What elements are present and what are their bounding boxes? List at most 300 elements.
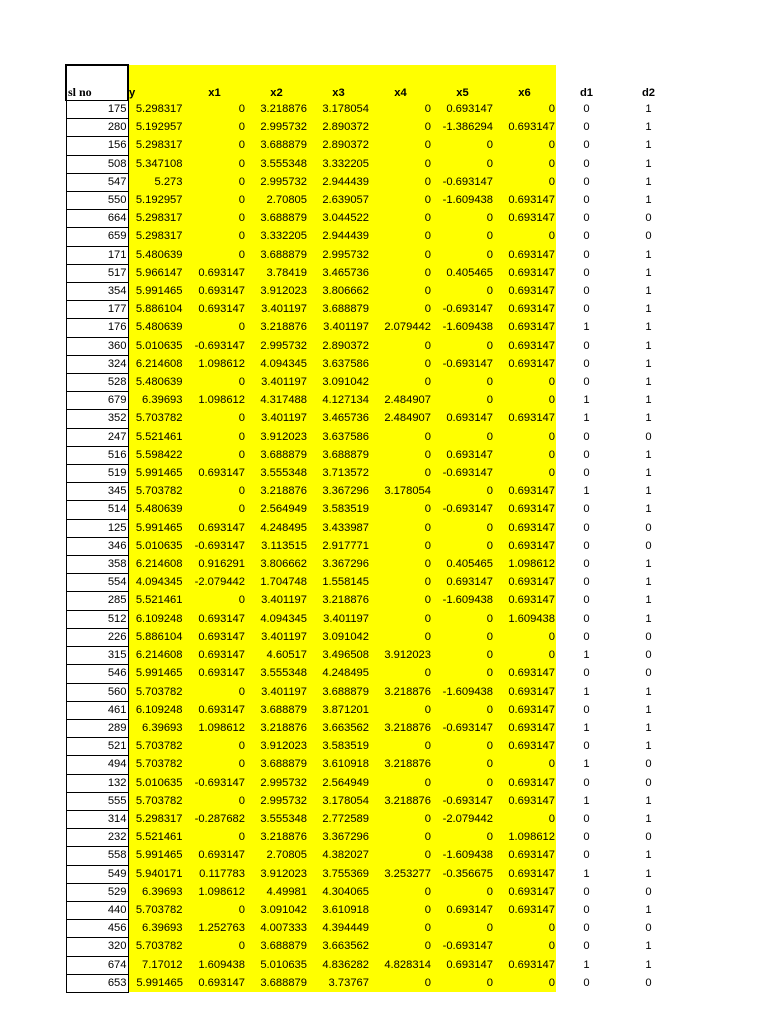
cell-x4[interactable]: 0	[370, 337, 432, 355]
cell-x1[interactable]: 0.916291	[184, 556, 246, 574]
cell-x6[interactable]: 0.693147	[494, 301, 556, 319]
cell-y[interactable]: 5.966147	[128, 264, 184, 282]
cell-x3[interactable]: 3.332205	[308, 155, 370, 173]
cell-y[interactable]: 6.214608	[128, 355, 184, 373]
cell-d1[interactable]: 0	[583, 376, 590, 389]
cell-x2[interactable]: 3.218876	[246, 101, 308, 119]
cell-d1[interactable]: 0	[583, 339, 590, 352]
cell-x6[interactable]: 0.693147	[494, 319, 556, 337]
cell-slno[interactable]: 659	[66, 228, 128, 246]
cell-x3[interactable]: 2.917771	[308, 537, 370, 555]
cell-d2[interactable]: 0	[645, 885, 652, 898]
cell-x5[interactable]: -0.356675	[432, 865, 494, 883]
cell-x1[interactable]: 0	[184, 410, 246, 428]
cell-x3[interactable]: 3.663562	[308, 719, 370, 737]
cell-x1[interactable]: 0.693147	[184, 264, 246, 282]
cell-d1[interactable]: 0	[583, 940, 590, 953]
cell-x1[interactable]: 1.098612	[184, 392, 246, 410]
cell-x6[interactable]: 0	[494, 173, 556, 191]
cell-slno[interactable]: 558	[66, 847, 128, 865]
cell-x4[interactable]: 0	[370, 810, 432, 828]
cell-d1[interactable]: 0	[583, 612, 590, 625]
cell-x5[interactable]: 0	[432, 829, 494, 847]
cell-d1[interactable]: 0	[583, 503, 590, 516]
cell-x1[interactable]: 0.693147	[184, 283, 246, 301]
cell-y[interactable]: 5.521461	[128, 829, 184, 847]
cell-d1[interactable]: 0	[583, 922, 590, 935]
cell-x1[interactable]: 0	[184, 319, 246, 337]
cell-x5[interactable]: 0	[432, 519, 494, 537]
cell-slno[interactable]: 352	[66, 410, 128, 428]
cell-x3[interactable]: 3.871201	[308, 701, 370, 719]
cell-x2[interactable]: 2.995732	[246, 173, 308, 191]
cell-slno[interactable]: 664	[66, 210, 128, 228]
cell-slno[interactable]: 508	[66, 155, 128, 173]
cell-slno[interactable]: 546	[66, 665, 128, 683]
cell-x2[interactable]: 3.688879	[246, 701, 308, 719]
cell-x6[interactable]: 0.693147	[494, 519, 556, 537]
cell-y[interactable]: 5.347108	[128, 155, 184, 173]
cell-d2[interactable]: 1	[645, 867, 652, 880]
cell-x4[interactable]: 0	[370, 501, 432, 519]
cell-d1[interactable]: 1	[583, 958, 590, 971]
cell-d2[interactable]: 1	[645, 194, 652, 207]
header-x4[interactable]: x4	[370, 65, 432, 101]
cell-d1[interactable]: 0	[583, 558, 590, 571]
cell-x2[interactable]: 4.317488	[246, 392, 308, 410]
cell-y[interactable]: 4.094345	[128, 574, 184, 592]
cell-x5[interactable]: 0	[432, 246, 494, 264]
cell-x2[interactable]: 3.806662	[246, 556, 308, 574]
cell-d1[interactable]: 0	[583, 266, 590, 279]
cell-d2[interactable]: 0	[645, 976, 652, 989]
cell-d1[interactable]: 0	[583, 594, 590, 607]
cell-x5[interactable]: -1.609438	[432, 592, 494, 610]
cell-x2[interactable]: 3.332205	[246, 228, 308, 246]
cell-x6[interactable]: 0.693147	[494, 683, 556, 701]
cell-d2[interactable]: 0	[645, 667, 652, 680]
cell-d1[interactable]: 0	[583, 831, 590, 844]
cell-slno[interactable]: 679	[66, 392, 128, 410]
cell-d2[interactable]: 1	[645, 485, 652, 498]
cell-x5[interactable]: 0	[432, 283, 494, 301]
cell-y[interactable]: 5.991465	[128, 283, 184, 301]
cell-slno[interactable]: 554	[66, 574, 128, 592]
cell-d1[interactable]: 0	[583, 303, 590, 316]
cell-y[interactable]: 5.940171	[128, 865, 184, 883]
cell-x4[interactable]: 3.912023	[370, 647, 432, 665]
cell-y[interactable]: 5.703782	[128, 792, 184, 810]
cell-x6[interactable]: 0	[494, 938, 556, 956]
cell-x4[interactable]: 0	[370, 537, 432, 555]
cell-x1[interactable]: 1.098612	[184, 883, 246, 901]
cell-x1[interactable]: 0	[184, 683, 246, 701]
cell-slno[interactable]: 232	[66, 829, 128, 847]
cell-x1[interactable]: 0	[184, 155, 246, 173]
cell-d1[interactable]: 1	[583, 685, 590, 698]
cell-x4[interactable]: 0	[370, 974, 432, 992]
cell-x3[interactable]: 3.583519	[308, 738, 370, 756]
cell-x4[interactable]: 0	[370, 228, 432, 246]
cell-x4[interactable]: 0	[370, 173, 432, 191]
cell-x4[interactable]: 0	[370, 574, 432, 592]
cell-y[interactable]: 5.991465	[128, 974, 184, 992]
cell-x1[interactable]: 0	[184, 119, 246, 137]
cell-x3[interactable]: 2.890372	[308, 337, 370, 355]
cell-d2[interactable]: 1	[645, 121, 652, 134]
cell-x3[interactable]: 3.583519	[308, 501, 370, 519]
cell-slno[interactable]: 289	[66, 719, 128, 737]
cell-x1[interactable]: 0	[184, 228, 246, 246]
cell-d1[interactable]: 0	[583, 285, 590, 298]
cell-slno[interactable]: 547	[66, 173, 128, 191]
cell-y[interactable]: 5.703782	[128, 483, 184, 501]
cell-x2[interactable]: 1.704748	[246, 574, 308, 592]
cell-y[interactable]: 5.991465	[128, 847, 184, 865]
cell-x5[interactable]: 0	[432, 920, 494, 938]
cell-d2[interactable]: 1	[645, 612, 652, 625]
cell-x1[interactable]: 0.117783	[184, 865, 246, 883]
cell-x6[interactable]: 0.693147	[494, 537, 556, 555]
cell-x2[interactable]: 3.401197	[246, 628, 308, 646]
cell-x1[interactable]: -0.693147	[184, 537, 246, 555]
cell-slno[interactable]: 345	[66, 483, 128, 501]
cell-d2[interactable]: 1	[645, 303, 652, 316]
cell-x2[interactable]: 3.688879	[246, 246, 308, 264]
cell-x6[interactable]: 0.693147	[494, 956, 556, 974]
cell-y[interactable]: 5.480639	[128, 319, 184, 337]
cell-d1[interactable]: 0	[583, 157, 590, 170]
cell-slno[interactable]: 324	[66, 355, 128, 373]
cell-x1[interactable]: 0.693147	[184, 665, 246, 683]
cell-x3[interactable]: 4.127134	[308, 392, 370, 410]
cell-x6[interactable]: 0	[494, 392, 556, 410]
cell-y[interactable]: 5.886104	[128, 301, 184, 319]
cell-x6[interactable]: 0	[494, 228, 556, 246]
cell-x6[interactable]: 0.693147	[494, 283, 556, 301]
cell-d1[interactable]: 0	[583, 121, 590, 134]
cell-x1[interactable]: 0.693147	[184, 701, 246, 719]
cell-d1[interactable]: 0	[583, 175, 590, 188]
cell-y[interactable]: 6.214608	[128, 647, 184, 665]
cell-d2[interactable]: 0	[645, 212, 652, 225]
cell-slno[interactable]: 346	[66, 537, 128, 555]
cell-y[interactable]: 5.298317	[128, 210, 184, 228]
cell-x6[interactable]: 0.693147	[494, 774, 556, 792]
cell-x1[interactable]: -2.079442	[184, 574, 246, 592]
cell-x6[interactable]: 0	[494, 974, 556, 992]
cell-x4[interactable]: 0	[370, 264, 432, 282]
cell-x4[interactable]: 0	[370, 938, 432, 956]
cell-slno[interactable]: 226	[66, 628, 128, 646]
cell-x4[interactable]: 3.218876	[370, 683, 432, 701]
cell-d1[interactable]: 1	[583, 867, 590, 880]
cell-x3[interactable]: 2.890372	[308, 119, 370, 137]
cell-x4[interactable]: 0	[370, 920, 432, 938]
cell-x2[interactable]: 2.70805	[246, 192, 308, 210]
cell-x5[interactable]: 0	[432, 628, 494, 646]
header-x1[interactable]: x1	[184, 65, 246, 101]
cell-x5[interactable]: 0	[432, 392, 494, 410]
cell-x6[interactable]: 0.693147	[494, 192, 556, 210]
cell-x2[interactable]: 3.688879	[246, 210, 308, 228]
cell-x6[interactable]: 0	[494, 374, 556, 392]
cell-x3[interactable]: 3.401197	[308, 610, 370, 628]
cell-y[interactable]: 5.703782	[128, 738, 184, 756]
cell-x2[interactable]: 4.007333	[246, 920, 308, 938]
cell-d2[interactable]: 1	[645, 103, 652, 115]
cell-x6[interactable]: 0.693147	[494, 410, 556, 428]
cell-slno[interactable]: 461	[66, 701, 128, 719]
cell-x3[interactable]: 3.73767	[308, 974, 370, 992]
cell-d2[interactable]: 1	[645, 448, 652, 461]
cell-x5[interactable]: 0	[432, 738, 494, 756]
cell-d2[interactable]: 1	[645, 157, 652, 170]
cell-x4[interactable]: 0	[370, 210, 432, 228]
cell-x6[interactable]: 0.693147	[494, 483, 556, 501]
cell-d1[interactable]: 1	[583, 649, 590, 662]
cell-x3[interactable]: 3.713572	[308, 465, 370, 483]
cell-d1[interactable]: 1	[583, 794, 590, 807]
cell-d2[interactable]: 1	[645, 285, 652, 298]
cell-x5[interactable]: 0	[432, 883, 494, 901]
cell-x4[interactable]: 0	[370, 428, 432, 446]
cell-x2[interactable]: 3.401197	[246, 301, 308, 319]
cell-x1[interactable]: 0	[184, 829, 246, 847]
cell-x2[interactable]: 3.555348	[246, 465, 308, 483]
cell-y[interactable]: 5.480639	[128, 246, 184, 264]
cell-x5[interactable]: 0	[432, 428, 494, 446]
cell-x4[interactable]: 0	[370, 665, 432, 683]
cell-d2[interactable]: 1	[645, 357, 652, 370]
cell-x2[interactable]: 2.564949	[246, 501, 308, 519]
header-x5[interactable]: x5	[432, 65, 494, 101]
cell-x3[interactable]: 3.178054	[308, 792, 370, 810]
cell-slno[interactable]: 521	[66, 738, 128, 756]
cell-x4[interactable]: 0	[370, 301, 432, 319]
cell-x1[interactable]: 1.609438	[184, 956, 246, 974]
cell-slno[interactable]: 529	[66, 883, 128, 901]
cell-y[interactable]: 5.010635	[128, 337, 184, 355]
cell-d1[interactable]: 0	[583, 103, 590, 115]
cell-x5[interactable]: -0.693147	[432, 355, 494, 373]
cell-y[interactable]: 5.273	[128, 173, 184, 191]
cell-x6[interactable]: 0	[494, 647, 556, 665]
cell-x3[interactable]: 4.394449	[308, 920, 370, 938]
cell-slno[interactable]: 528	[66, 374, 128, 392]
cell-d2[interactable]: 0	[645, 758, 652, 771]
cell-d2[interactable]: 1	[645, 703, 652, 716]
cell-x5[interactable]: 0	[432, 210, 494, 228]
cell-y[interactable]: 5.192957	[128, 192, 184, 210]
cell-d1[interactable]: 0	[583, 467, 590, 480]
cell-d2[interactable]: 1	[645, 740, 652, 753]
cell-y[interactable]: 5.192957	[128, 119, 184, 137]
cell-x3[interactable]: 4.382027	[308, 847, 370, 865]
cell-x6[interactable]: 0.693147	[494, 264, 556, 282]
cell-x2[interactable]: 3.218876	[246, 829, 308, 847]
cell-d2[interactable]: 1	[645, 576, 652, 589]
cell-x3[interactable]: 3.178054	[308, 101, 370, 119]
cell-y[interactable]: 6.39693	[128, 920, 184, 938]
cell-x3[interactable]: 2.564949	[308, 774, 370, 792]
cell-x1[interactable]: -0.693147	[184, 774, 246, 792]
cell-x1[interactable]: 0	[184, 137, 246, 155]
cell-x1[interactable]: 0	[184, 428, 246, 446]
cell-x5[interactable]: -0.693147	[432, 719, 494, 737]
cell-x4[interactable]: 0	[370, 628, 432, 646]
cell-x1[interactable]: 0	[184, 483, 246, 501]
cell-x3[interactable]: 3.755369	[308, 865, 370, 883]
cell-x6[interactable]: 1.098612	[494, 829, 556, 847]
cell-x5[interactable]: 0	[432, 483, 494, 501]
cell-x1[interactable]: 0	[184, 446, 246, 464]
cell-y[interactable]: 5.480639	[128, 501, 184, 519]
cell-slno[interactable]: 358	[66, 556, 128, 574]
cell-x4[interactable]: 2.484907	[370, 392, 432, 410]
cell-x1[interactable]: 0	[184, 756, 246, 774]
cell-x4[interactable]: 0	[370, 556, 432, 574]
cell-y[interactable]: 5.991465	[128, 465, 184, 483]
cell-y[interactable]: 5.298317	[128, 810, 184, 828]
cell-x2[interactable]: 3.555348	[246, 155, 308, 173]
cell-x3[interactable]: 2.890372	[308, 137, 370, 155]
cell-slno[interactable]: 360	[66, 337, 128, 355]
cell-x5[interactable]: -1.609438	[432, 683, 494, 701]
cell-x5[interactable]: 0	[432, 701, 494, 719]
cell-x2[interactable]: 3.688879	[246, 938, 308, 956]
cell-x3[interactable]: 3.367296	[308, 829, 370, 847]
cell-d2[interactable]: 1	[645, 812, 652, 825]
cell-d2[interactable]: 1	[645, 558, 652, 571]
cell-x2[interactable]: 3.688879	[246, 137, 308, 155]
cell-x6[interactable]: 0.693147	[494, 574, 556, 592]
cell-x4[interactable]: 3.178054	[370, 483, 432, 501]
cell-d2[interactable]: 1	[645, 339, 652, 352]
cell-x6[interactable]: 0	[494, 155, 556, 173]
cell-x3[interactable]: 3.218876	[308, 592, 370, 610]
cell-d1[interactable]: 0	[583, 849, 590, 862]
cell-x1[interactable]: 0	[184, 246, 246, 264]
cell-x3[interactable]: 3.496508	[308, 647, 370, 665]
cell-x1[interactable]: -0.287682	[184, 810, 246, 828]
cell-slno[interactable]: 285	[66, 592, 128, 610]
cell-x5[interactable]: 0	[432, 647, 494, 665]
cell-x2[interactable]: 3.218876	[246, 483, 308, 501]
cell-y[interactable]: 5.703782	[128, 901, 184, 919]
header-x6[interactable]: x6	[494, 65, 556, 101]
cell-d1[interactable]: 0	[583, 194, 590, 207]
cell-x6[interactable]: 0.693147	[494, 501, 556, 519]
cell-d2[interactable]: 1	[645, 940, 652, 953]
cell-x5[interactable]: 0	[432, 228, 494, 246]
cell-x3[interactable]: 3.610918	[308, 901, 370, 919]
cell-x4[interactable]: 0	[370, 355, 432, 373]
cell-y[interactable]: 7.17012	[128, 956, 184, 974]
cell-x2[interactable]: 3.688879	[246, 974, 308, 992]
cell-x5[interactable]: 0	[432, 537, 494, 555]
cell-d1[interactable]: 0	[583, 248, 590, 261]
cell-x2[interactable]: 4.094345	[246, 355, 308, 373]
cell-x3[interactable]: 3.367296	[308, 483, 370, 501]
cell-x6[interactable]: 0	[494, 756, 556, 774]
cell-x4[interactable]: 0	[370, 738, 432, 756]
cell-slno[interactable]: 280	[66, 119, 128, 137]
cell-slno[interactable]: 320	[66, 938, 128, 956]
cell-d2[interactable]: 1	[645, 266, 652, 279]
cell-x2[interactable]: 2.70805	[246, 847, 308, 865]
cell-d2[interactable]: 1	[645, 794, 652, 807]
cell-x1[interactable]: 0.693147	[184, 847, 246, 865]
cell-x3[interactable]: 3.663562	[308, 938, 370, 956]
cell-x1[interactable]: 0	[184, 792, 246, 810]
cell-x6[interactable]: 0.693147	[494, 246, 556, 264]
cell-x5[interactable]: 0	[432, 774, 494, 792]
cell-x4[interactable]: 3.218876	[370, 792, 432, 810]
cell-x6[interactable]: 0.693147	[494, 337, 556, 355]
cell-slno[interactable]: 560	[66, 683, 128, 701]
cell-x5[interactable]: 0	[432, 155, 494, 173]
cell-d2[interactable]: 1	[645, 321, 652, 334]
cell-x2[interactable]: 3.218876	[246, 719, 308, 737]
cell-x2[interactable]: 2.995732	[246, 792, 308, 810]
cell-x1[interactable]: 0.693147	[184, 301, 246, 319]
cell-x1[interactable]: 0	[184, 210, 246, 228]
cell-y[interactable]: 6.39693	[128, 392, 184, 410]
cell-x3[interactable]: 3.637586	[308, 355, 370, 373]
cell-x2[interactable]: 2.995732	[246, 774, 308, 792]
cell-x1[interactable]: 0	[184, 501, 246, 519]
cell-slno[interactable]: 555	[66, 792, 128, 810]
cell-x6[interactable]: 0.693147	[494, 719, 556, 737]
cell-x6[interactable]: 1.609438	[494, 610, 556, 628]
cell-slno[interactable]: 653	[66, 974, 128, 992]
cell-x4[interactable]: 3.218876	[370, 756, 432, 774]
cell-x6[interactable]: 0	[494, 446, 556, 464]
cell-x1[interactable]: 0	[184, 101, 246, 119]
cell-x1[interactable]: 1.098612	[184, 719, 246, 737]
cell-d2[interactable]: 0	[645, 430, 652, 443]
cell-x2[interactable]: 4.60517	[246, 647, 308, 665]
cell-slno[interactable]: 519	[66, 465, 128, 483]
cell-x1[interactable]: 0.693147	[184, 974, 246, 992]
cell-x5[interactable]: -1.386294	[432, 119, 494, 137]
cell-x3[interactable]: 3.637586	[308, 428, 370, 446]
cell-y[interactable]: 5.298317	[128, 228, 184, 246]
cell-x4[interactable]: 0	[370, 192, 432, 210]
cell-x3[interactable]: 2.944439	[308, 173, 370, 191]
cell-x2[interactable]: 3.401197	[246, 374, 308, 392]
header-d1[interactable]: d1	[579, 86, 594, 99]
cell-d2[interactable]: 1	[645, 958, 652, 971]
cell-y[interactable]: 5.991465	[128, 519, 184, 537]
cell-x6[interactable]: 0	[494, 810, 556, 828]
cell-x2[interactable]: 3.555348	[246, 665, 308, 683]
cell-d2[interactable]: 0	[645, 230, 652, 243]
cell-x6[interactable]: 0	[494, 920, 556, 938]
cell-x2[interactable]: 3.113515	[246, 537, 308, 555]
cell-x1[interactable]: 0.693147	[184, 647, 246, 665]
cell-x4[interactable]: 0	[370, 519, 432, 537]
cell-d1[interactable]: 1	[583, 758, 590, 771]
cell-x6[interactable]: 1.098612	[494, 556, 556, 574]
cell-x6[interactable]: 0	[494, 101, 556, 119]
cell-y[interactable]: 5.298317	[128, 137, 184, 155]
cell-d2[interactable]: 1	[645, 248, 652, 261]
cell-y[interactable]: 5.480639	[128, 374, 184, 392]
cell-x5[interactable]: -1.609438	[432, 192, 494, 210]
cell-x3[interactable]: 3.367296	[308, 556, 370, 574]
